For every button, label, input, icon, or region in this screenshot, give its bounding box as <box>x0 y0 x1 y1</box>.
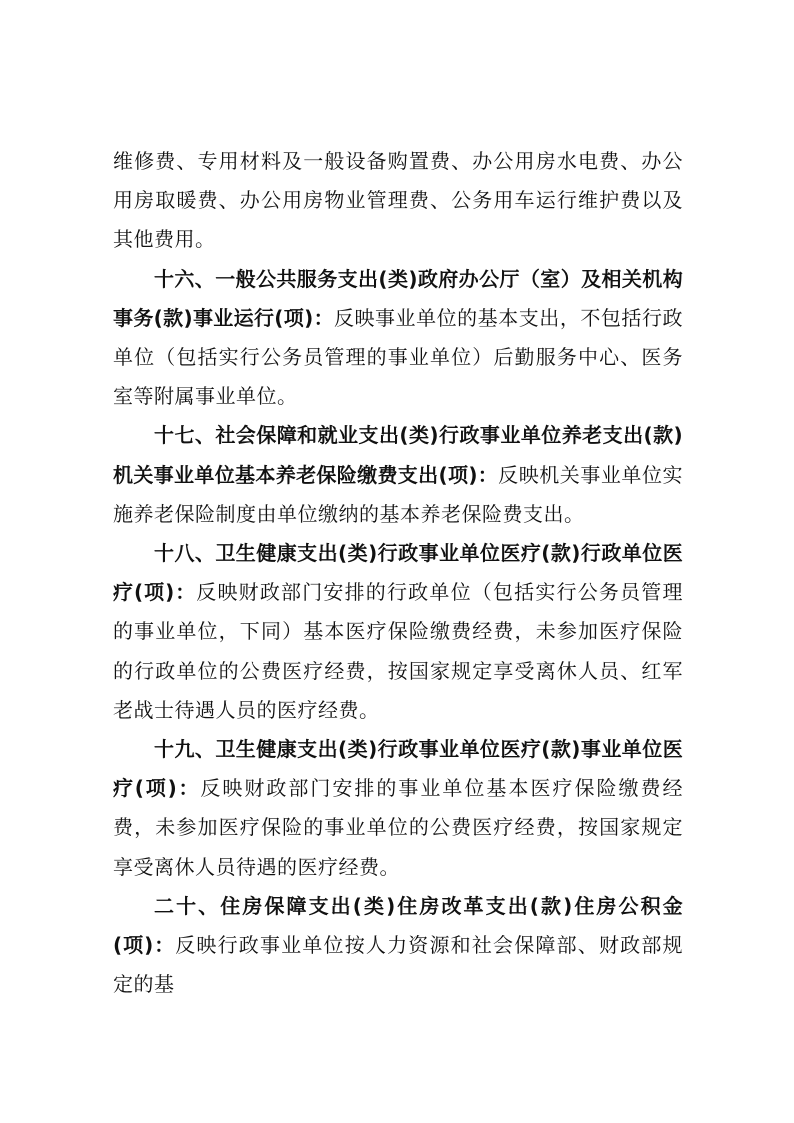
paragraph-item-16 <box>113 260 683 417</box>
paragraph-item-20 <box>113 887 683 1005</box>
paragraph-text: 反映财政部门安排的行政单位（包括实行公务员管理的事业单位，下同）基本医疗保险缴费经费，未参加医疗保险的行政单位的公费医疗经费，按国家规定享受离休人员、红军老战士待遇人员的医疗经费。 <box>113 580 684 722</box>
paragraph-heading: 十八、卫生健康支出(类)行政事业单位医疗(款)行政单位医疗(项)： <box>113 541 683 605</box>
paragraph-text: 维修费、专用材料及一般设备购置费、办公用房水电费、办公用房取暖费、办公用房物业管理费、公务用车运行维护费以及其他费用。 <box>113 149 683 252</box>
paragraph-heading: 十九、卫生健康支出(类)行政事业单位医疗(款)事业单位医疗(项)： <box>113 737 683 801</box>
paragraph-continuation <box>113 142 683 260</box>
paragraph-item-18 <box>113 534 683 730</box>
paragraph-item-19 <box>113 730 683 887</box>
paragraph-heading: 十七、社会保障和就业支出(类)行政事业单位养老支出(款)机关事业单位基本养老保险缴费支出(项)： <box>113 423 683 487</box>
paragraph-heading: 二十、住房保障支出(类)住房改革支出(款)住房公积金(项)： <box>113 893 683 958</box>
document-body <box>113 142 683 1004</box>
paragraph-text: 反映行政事业单位按人力资源和社会保障部、财政部规定的基 <box>113 933 684 997</box>
paragraph-item-17 <box>113 416 683 534</box>
paragraph-heading: 十六、一般公共服务支出(类)政府办公厅（室）及相关机构事务(款)事业运行(项)： <box>113 266 683 330</box>
paragraph-text: 反映事业单位的基本支出，不包括行政单位（包括实行公务员管理的事业单位）后勤服务中心、医务室等附属事业单位。 <box>113 305 684 409</box>
paragraph-text: 反映财政部门安排的事业单位基本医疗保险缴费经费，未参加医疗保险的事业单位的公费医疗经费，按国家规定享受离休人员待遇的医疗经费。 <box>113 776 684 879</box>
paragraph-text: 反映机关事业单位实施养老保险制度由单位缴纳的基本养老保险费支出。 <box>113 462 684 526</box>
